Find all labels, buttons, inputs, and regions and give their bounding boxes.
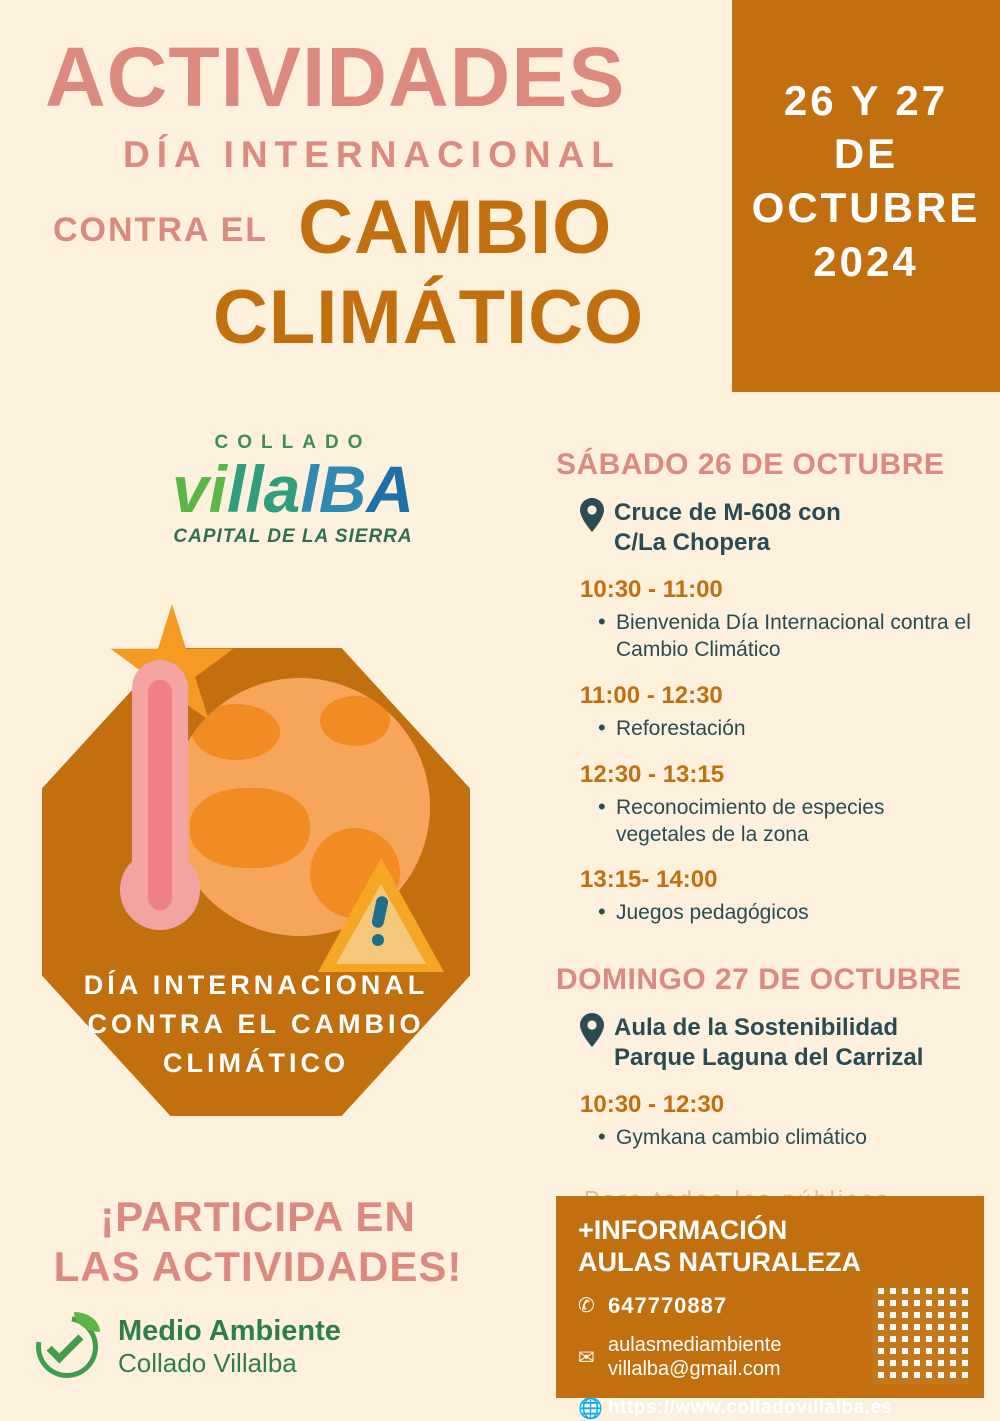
- saturday-slot-3-time: 12:30 - 13:15: [580, 760, 725, 788]
- medio-ambiente-line-2: Collado Villalba: [118, 1348, 297, 1378]
- saturday-slot-1-time: 10:30 - 11:00: [580, 576, 723, 603]
- info-title-line-2: AULAS NATURALEZA: [578, 1247, 861, 1278]
- logo-part-2: lla: [226, 452, 301, 526]
- participa-line-2: LAS ACTIVIDADES!: [53, 1243, 463, 1291]
- sunday-location: [580, 1013, 976, 1073]
- participa-callout: [40, 1192, 476, 1293]
- title-cambio: CAMBIO: [298, 184, 613, 270]
- poster-title: [45, 30, 745, 360]
- envelope-icon: ✉: [578, 1346, 595, 1369]
- saturday-location: [580, 498, 976, 558]
- illustration-caption-line-3: CLIMÁTICO: [163, 1048, 349, 1079]
- logo-villalba-text: [128, 452, 458, 526]
- globe-icon: 🌐: [578, 1397, 603, 1420]
- medio-ambiente-block: [30, 1310, 341, 1384]
- sunday-location-line-2: Parque Laguna del Carrizal: [614, 1044, 924, 1072]
- qr-code-pattern: [872, 1288, 968, 1384]
- saturday-location-text: [614, 498, 841, 558]
- sunday-title: DOMINGO 27 DE OCTUBRE: [556, 963, 962, 997]
- info-title: [578, 1214, 962, 1279]
- saturday-slot-2-time: 11:00 - 12:30: [580, 681, 723, 709]
- sunday-location-text: [614, 1013, 923, 1073]
- date-line-3: OCTUBRE: [751, 184, 981, 231]
- sunday-slot-1-time: 10:30 - 12:30: [580, 1091, 725, 1119]
- map-pin-icon: [580, 498, 604, 532]
- logo-part-3: lB: [300, 452, 367, 526]
- info-email-line-1: aulasmediambiente: [608, 1333, 782, 1356]
- date-line-2: DE: [833, 130, 899, 178]
- title-contra-el: CONTRA EL: [53, 210, 269, 249]
- date-block: [732, 0, 1000, 392]
- logo-tagline: CAPITAL DE LA SIERRA: [173, 526, 413, 547]
- saturday-slot-4-time: 13:15- 14:00: [580, 866, 718, 894]
- info-web-value: https://www.colladovillalba.es: [608, 1397, 893, 1419]
- title-actividades: ACTIVIDADES: [45, 30, 626, 124]
- info-title-line-1: +INFORMACIÓN: [578, 1215, 788, 1245]
- saturday-location-line-2: C/La Chopera: [614, 529, 771, 556]
- date-line-1: 26 Y 27: [783, 76, 949, 124]
- saturday-title: SÁBADO 26 DE OCTUBRE: [556, 448, 945, 481]
- info-phone-value: 647770887: [608, 1292, 728, 1318]
- sunday-location-line-1: Aula de la Sostenibilidad: [614, 1014, 899, 1042]
- participa-line-1: ¡PARTICIPA EN: [100, 1193, 416, 1240]
- saturday-location-line-1: Cruce de M-608 con: [614, 499, 841, 526]
- schedule: [556, 448, 976, 1213]
- medio-ambiente-text: [118, 1315, 341, 1379]
- illustration-caption: [42, 966, 470, 1083]
- warning-exclamation-dot-icon: [372, 934, 384, 946]
- info-email-value: [608, 1333, 781, 1382]
- saturday-slot-3-item: • Reconocimiento de especies vegetales de la zona: [596, 795, 976, 849]
- logo-part-1: vi: [171, 452, 227, 526]
- sunday-slot-1-item: • Gymkana cambio climático: [596, 1125, 976, 1152]
- collado-villalba-logo: [128, 432, 458, 548]
- saturday-slot-4-item: • Juegos pedagógicos: [596, 900, 976, 927]
- info-box: [556, 1196, 984, 1420]
- medio-ambiente-line-1: Medio Ambiente: [118, 1315, 341, 1347]
- title-climatico: CLIMÁTICO: [213, 274, 645, 360]
- logo-collado-text: COLLADO: [214, 432, 372, 453]
- saturday-slot-1-item: • Bienvenida Día Internacional contra el Cambio Climático: [596, 610, 976, 664]
- info-email-line-2: villalba@gmail.com: [608, 1358, 781, 1381]
- date-line-4: 2024: [813, 237, 919, 285]
- qr-code[interactable]: [872, 1288, 968, 1384]
- map-pin-icon: [580, 1013, 604, 1047]
- eco-leaf-check-icon: [30, 1310, 104, 1384]
- illustration-caption-line-2: CONTRA EL CAMBIO: [87, 1009, 425, 1040]
- title-dia-internacional: DÍA INTERNACIONAL: [123, 133, 621, 175]
- info-web-row[interactable]: [578, 1396, 962, 1421]
- thermometer-mercury-icon: [148, 680, 172, 910]
- illustration-caption-line-1: DÍA INTERNACIONAL: [83, 970, 429, 1000]
- title-row-contra: [45, 184, 745, 270]
- logo-part-4: A: [366, 452, 415, 526]
- saturday-slot-2-item: • Reforestación: [596, 716, 976, 743]
- phone-icon: ✆: [578, 1295, 595, 1318]
